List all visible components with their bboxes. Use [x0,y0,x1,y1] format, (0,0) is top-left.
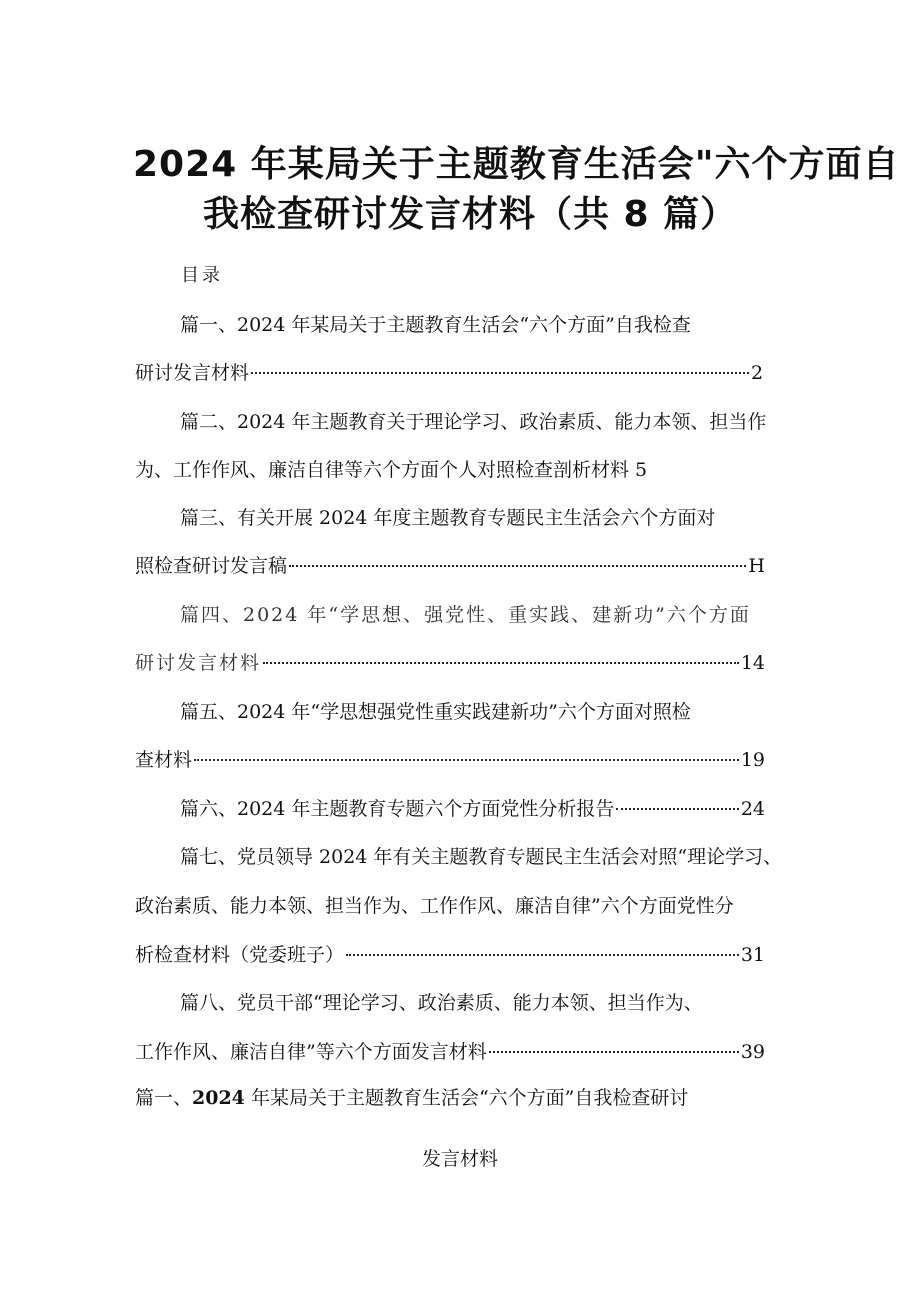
toc-entry-8-page: 39 [740,1041,765,1063]
toc-entry-2-line-2[interactable]: 为、工作作风、廉洁自律等六个方面个人对照检查剖析材料 5 [135,459,648,481]
toc-entry-7-text: 析检查材料（党委班子） [135,944,345,966]
section-heading-line-2: 发言材料 [421,1148,498,1170]
toc-entry-6-text: 篇六、2024 年主题教育专题六个方面党性分析报告 [180,798,615,820]
section-heading-text: 年某局关于主题教育生活会“六个方面”自我检查研讨 [244,1087,689,1109]
toc-leader-dots [251,371,749,374]
toc-entry-7-line-1[interactable]: 篇七、党员领导 2024 年有关主题教育专题民主生活会对照“理论学习、 [180,846,783,868]
toc-entry-6-line-1[interactable] [180,796,765,822]
toc-entry-4-line-2[interactable] [135,650,765,676]
section-heading-year: 2024 [192,1087,245,1109]
toc-entry-7-page: 31 [740,944,765,966]
toc-leader-dots [489,1050,739,1053]
toc-entry-3-text: 照检查研讨发言稿 [135,555,288,577]
toc-entry-4-text: 研讨发言材料 [135,652,262,674]
toc-entry-6-page: 24 [740,798,765,820]
toc-entry-8-text: 工作作风、廉洁自律”等六个方面发言材料 [135,1041,487,1063]
toc-entry-4-page: 14 [740,652,765,674]
toc-entry-5-text: 查材料 [135,749,193,771]
toc-entry-4-line-1[interactable]: 篇四、2024 年“学思想、强党性、重实践、建新功”六个方面 [180,604,751,626]
toc-leader-dots [263,661,739,664]
toc-entry-1-line-1[interactable]: 篇一、2024 年某局关于主题教育生活会“六个方面”自我检查 [180,314,691,336]
toc-entry-3-page: H [748,555,765,577]
toc-entry-7-line-2[interactable]: 政治素质、能力本领、担当作为、工作作风、廉洁自律”六个方面党性分 [135,895,734,917]
document-title-line-2: 我检查研讨发言材料（共 8 篇） [203,194,738,235]
toc-entry-1-line-2[interactable] [135,360,765,386]
toc-leader-dots [616,807,738,810]
toc-entry-5-line-1[interactable]: 篇五、2024 年“学思想强党性重实践建新功”六个方面对照检 [180,701,691,723]
toc-entry-1-page: 2 [751,362,764,384]
toc-entry-2-line-1[interactable]: 篇二、2024 年主题教育关于理论学习、政治素质、能力本领、担当作 [180,411,767,433]
toc-entry-5-page: 19 [740,749,765,771]
toc-entry-7-line-3[interactable] [135,942,765,968]
toc-label: 目录 [181,265,223,286]
toc-entry-8-line-2[interactable] [135,1039,765,1065]
toc-entry-3-line-1[interactable]: 篇三、有关开展 2024 年度主题教育专题民主生活会六个方面对 [180,507,716,529]
section-heading-prefix: 篇一、 [135,1087,193,1109]
document-title-line-1: 2024 年某局关于主题教育生活会"六个方面自 [133,144,900,185]
toc-leader-dots [346,953,739,956]
toc-entry-1-text: 研讨发言材料 [135,362,250,384]
toc-leader-dots [194,758,739,761]
toc-entry-5-line-2[interactable] [135,747,765,773]
toc-entry-3-line-2[interactable] [135,553,765,579]
toc-entry-8-line-1[interactable]: 篇八、党员干部“理论学习、政治素质、能力本领、担当作为、 [180,992,703,1014]
section-heading [135,1085,688,1111]
toc-leader-dots [289,564,746,567]
